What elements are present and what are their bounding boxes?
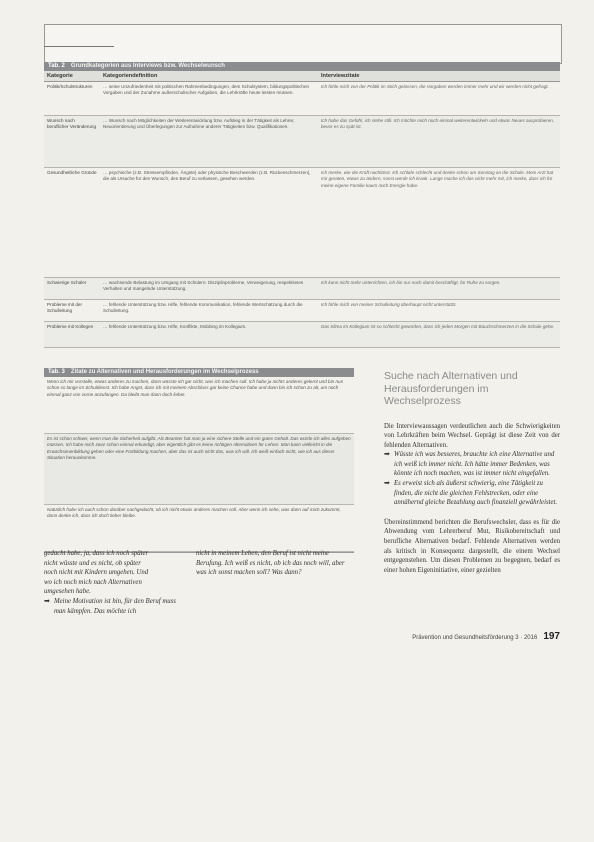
row-category: Probleme mit der Schulleitung	[44, 300, 100, 322]
table-2-caption: Tab. 2 Grundkategorien aus Interviews bzw. Wechselwunsch	[44, 62, 560, 71]
table-row	[44, 168, 560, 278]
row-quote: Ich habe das Gefühl, ich stehe still. Ich möchte mich noch einmal weiterentwickeln und etwas Neues ausprobieren, bevor es zu spät ist.	[318, 116, 560, 168]
header-kategorie: Kategorie	[44, 71, 100, 82]
row-category: Schwierige Schüler	[44, 278, 100, 300]
row-definition: … wachsende Belastung im Umgang mit Schülern: Disziplinprobleme, Verweigerung, respektloses Verhalten und mangelnde Unterstützung.	[100, 278, 318, 300]
table-3-quote: Es ist schon schwer, wenn man die Sicherheit aufgibt. Als Beamter hat man ja eine sichere Stelle und ein gutes Gehalt. Das würde ich alles aufgeben müssen. Ich habe mich zwar schon einmal erkundigt, aber eigentlich gibt es keine richtigen Alternativen für Lehrer. Man kann vielleicht in die Erwachsenenbildung gehen oder eine Fortbildung machen, aber das ist auch nicht das, was ich will. Ich weiß einfach nicht, wie ich aus dieser Situation herauskomme.	[44, 434, 354, 505]
journal-name: Prävention und Gesundheitsförderung 3 · 2016	[412, 635, 538, 641]
table-row	[44, 116, 560, 168]
page-number: 197	[543, 631, 560, 642]
row-quote: Ich kann nicht mehr unterrichten, ich bin nur noch damit beschäftigt, für Ruhe zu sorgen.	[318, 278, 560, 300]
row-category: Probleme mit Kollegen	[44, 322, 100, 348]
table-2-number: Tab. 2	[48, 63, 65, 69]
row-definition: … fehlende Unterstützung bzw. Hilfe, Konflikte, Mobbing im Kollegium.	[100, 322, 318, 348]
interview-quote: ➡ Meine Motivation ist hin, für den Beruf muss man kämpfen. Das möchte ich	[44, 597, 176, 615]
page-footer	[384, 631, 560, 642]
body-column-right	[370, 370, 560, 575]
interview-quote: ➡ Es erweist sich als äußerst schwierig, eine Tätigkeit zu finden, die nicht die gleichen Fehlstrecken, oder eine annähernd gleiche Bezahlung auch finanziell gewährleistet.	[384, 480, 558, 507]
header-zitate: Interviewzitate	[318, 71, 560, 82]
table-3-quote: Natürlich habe ich auch schon darüber nachgedacht, ob ich nicht etwas anderes machen soll. Aber wenn ich sehe, was dann auf mich zukommt, dann denke ich, dass ich doch lieber bleibe.	[44, 505, 354, 552]
table-row	[44, 82, 560, 116]
table-2-header-row	[44, 71, 560, 82]
section-title: Suche nach Alternativen und Herausforderungen im Wechselprozess	[384, 370, 518, 407]
row-category: Politik/Schulstrukturen	[44, 82, 100, 116]
arrow-icon: ➡	[44, 597, 50, 605]
table-row	[44, 278, 560, 300]
table-3-number: Tab. 3	[48, 369, 65, 375]
arrow-icon: ➡	[384, 451, 390, 459]
table-3-quote: Wenn ich mir vorstelle, etwas anderes zu machen, dann wüsste ich gar nicht, was ich machen soll. Ich habe ja nichts anderes gelernt und bin nun schon so lange im Schuldienst. Ich habe Angst, dass ich mit meinem Abschluss gar keine Chance habe und dann bin ich schon zu alt, um noch einmal ganz von vorne anzufangen. Da bleibt man dann doch lieber.	[44, 377, 354, 434]
arrow-icon: ➡	[384, 480, 390, 488]
page-header-box	[44, 24, 562, 64]
table-row	[44, 322, 560, 348]
body-column-middle	[196, 549, 346, 578]
row-category: Wunsch nach beruflicher Veränderung	[44, 116, 100, 168]
table-row	[44, 300, 560, 322]
table-3	[44, 368, 354, 553]
quote-continuation: gedacht habe, ja, dass ich noch später nicht wüsste und es nicht, ob später noch nicht mit Kindern umgehen. Und wo ich noch mich nach Alternativen umgesehen habe.	[44, 550, 149, 596]
row-quote: Ich merke, wie die Kraft nachlässt. Ich schlafe schlecht und denke schon am Sonntag an die Schule. Mein Arzt hat mir geraten, etwas zu ändern, sonst werde ich krank. Lange mache ich das nicht mehr mit, ich merke, dass ich für meine eigene Familie kaum noch Energie habe.	[318, 168, 560, 278]
body-paragraph: Übereinstimmend berichten die Berufswechsler, dass es für die Abwendung vom Lehrerberuf Mut, Risikobereitschaft und berufliche Alternativen bedarf. Fehlende Alternativen werden als kritisch in Konsequenz dargestellt, die einem Wechsel entgegenstehen. Um diesen Problemen zu begegnen, bedarf es einer hohen Eigeninitiative, einer gezielten	[384, 518, 560, 574]
row-definition: … seine Unzufriedenheit mit politischen Rahmenbedingungen, dem Schulsystem, bildungspolitischen Vorgaben und der Zunahme außerschulischer Aufgaben, die Lehrkräfte heute leisten müssen.	[100, 82, 318, 116]
body-paragraph: Die Interviewaussagen verdeutlichen auch die Schwierigkeiten von Lehrkräften beim Wechsel. Geprägt ist diese Zeit von der fehlenden Alternativen.	[384, 422, 560, 449]
row-definition: … Wunsch nach Möglichkeiten der Weiterentwicklung bzw. Aufstieg in der Tätigkeit als Lehrer, Neuorientierung und Überlegungen zur Aufnahme anderer Tätigkeiten bzw. Qualifikationen.	[100, 116, 318, 168]
interview-quote: ➡ Wüsste ich was besseres, brauchte ich eine Alternative und ich weiß ich immer nicht. Ich hätte immer Bedenken, was könnte ich noch machen, was ist immer nicht eingefallen.	[384, 451, 555, 478]
row-category: Gesundheitliche Gründe	[44, 168, 100, 278]
row-quote: Ich fühle mich von meiner Schulleitung überhaupt nicht unterstützt.	[318, 300, 560, 322]
quote-continuation: nicht in meinem Leben, den Beruf ist nicht meine Berufung. Ich weiß es nicht, ob ich das noch will, aber was ich sonst machen soll? Was dann?	[196, 550, 345, 577]
table-2-grid	[44, 71, 560, 348]
header-rule	[44, 46, 114, 47]
header-definition: Kategoriendefinition	[100, 71, 318, 82]
row-quote: Das Klima im Kollegium ist so schlecht geworden, dass ich jeden Morgen mit Bauchschmerzen in die Schule gehe.	[318, 322, 560, 348]
table-3-caption: Tab. 3 Zitate zu Alternativen und Herausforderungen im Wechselprozess	[44, 368, 354, 377]
row-definition: … psychische (z.B. Stressempfinden, Ängste) oder physische Beschwerden (z.B. Rückenschmerzen), die als Ursache für den Wunsch, den Beruf zu verlassen, gesehen werden.	[100, 168, 318, 278]
table-2	[44, 62, 560, 348]
row-quote: Ich fühle mich von der Politik im Stich gelassen, die Vorgaben werden immer mehr und wir werden nicht gefragt.	[318, 82, 560, 116]
body-column-left	[44, 549, 184, 616]
row-definition: … fehlende Unterstützung bzw. Hilfe, fehlende Kommunikation, fehlende Wertschätzung durch die Schulleitung.	[100, 300, 318, 322]
